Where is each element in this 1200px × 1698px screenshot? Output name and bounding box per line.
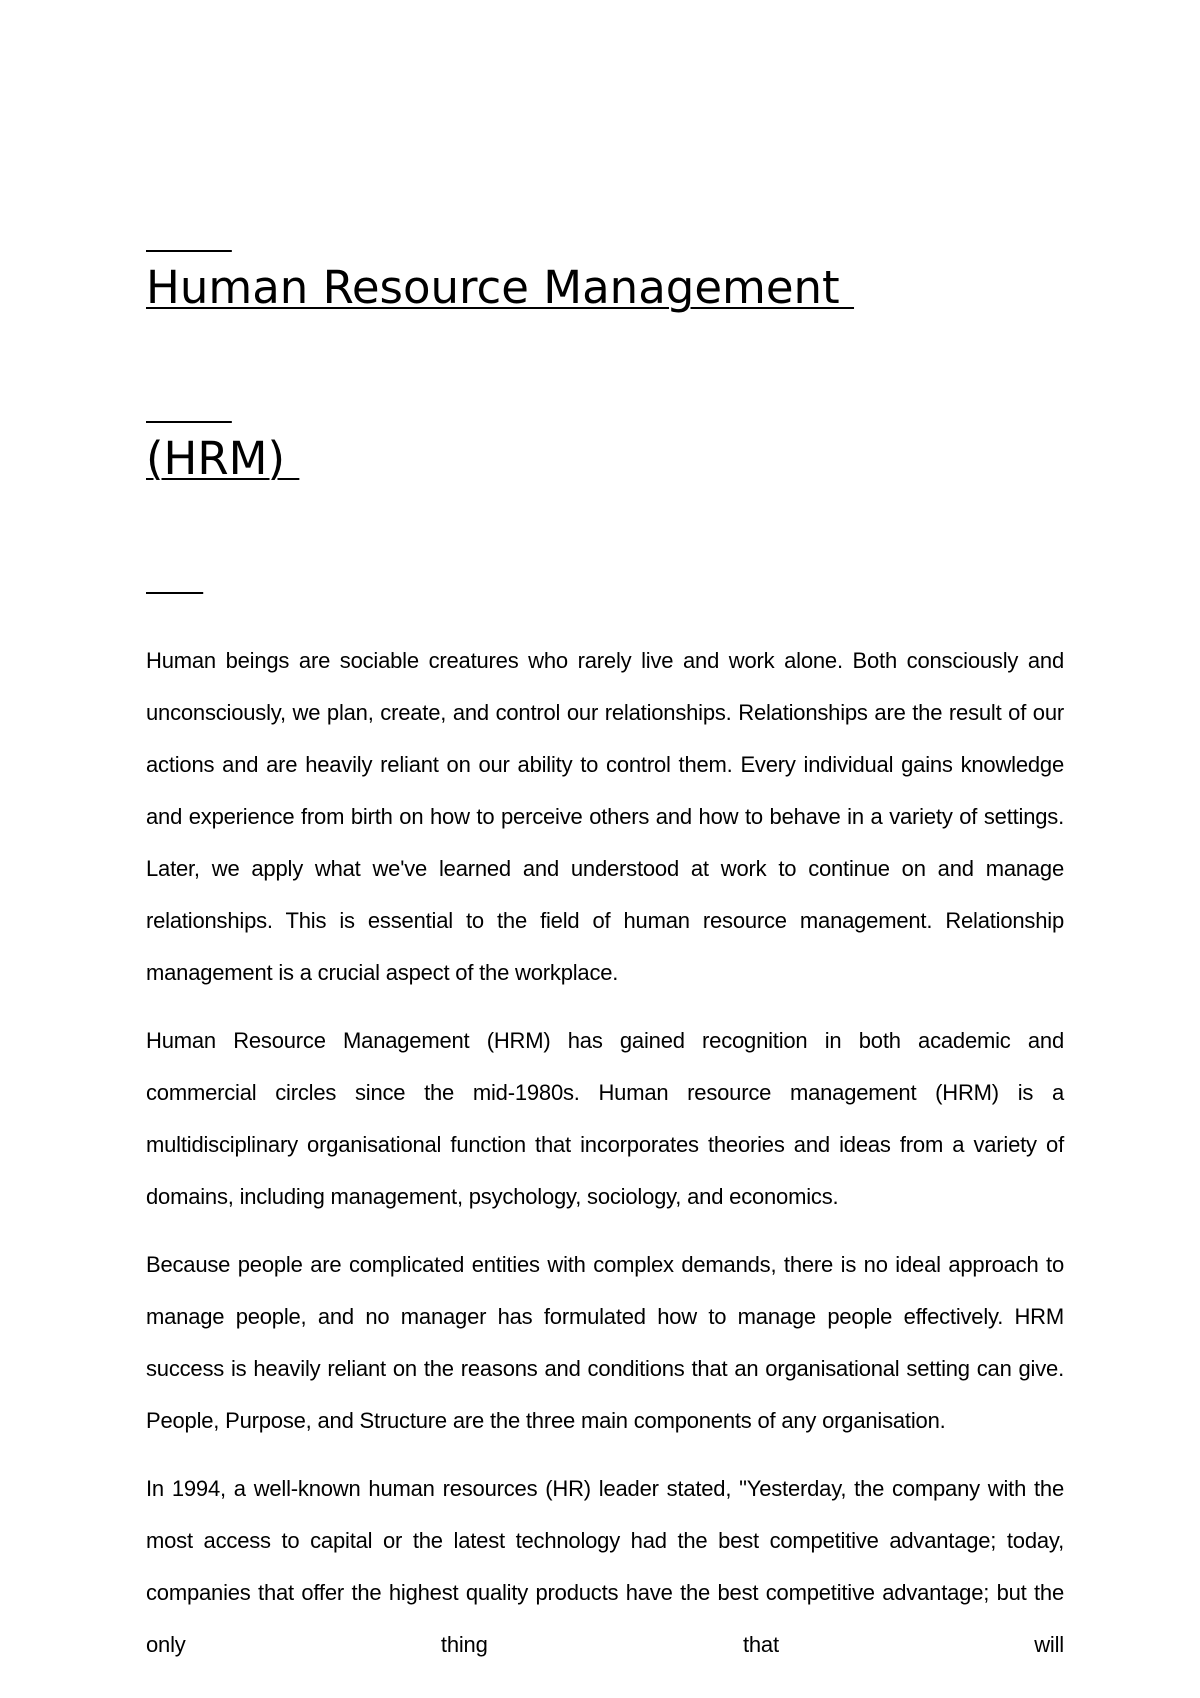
document-body <box>146 145 1064 1671</box>
page-title <box>146 145 1064 601</box>
title-line-1: Human Resource Management <box>146 261 855 314</box>
paragraph-hrm-recognition: Human Resource Management (HRM) has gained recognition in both academic and commercial circles since the mid-1980s. Human resource management (HRM) is a multidisciplinary organisational function that incorporates theories and ideas from a variety of domains, including management, psychology, sociology, and economics. <box>146 1028 1064 1209</box>
paragraph-hr-leader-quote: In 1994, a well-known human resources (HR) leader stated, "Yesterday, the company with the most access to capital or the latest technology had the best competitive advantage; today, companies that offer the highest quality products have the best competitive advantage; but the only thing that will <box>146 1476 1064 1657</box>
paragraph-managing-people: Because people are complicated entities with complex demands, there is no ideal approach to manage people, and no manager has formulated how to manage people effectively. HRM success is heavily reliant on the reasons and conditions that an organisational setting can give. People, Purpose, and Structure are the three main components of any organisation. <box>146 1252 1064 1433</box>
paragraph-relationships: Human beings are sociable creatures who rarely live and work alone. Both consciously and unconsciously, we plan, create, and control our relationships. Relationships are the result of our actions and are heavily reliant on our ability to control them. Every individual gains knowledge and experience from birth on how to perceive others and how to behave in a variety of settings. Later, we apply what we've learned and understood at work to continue on and manage relationships. This is essential to the field of human resource management. Relationship management is a crucial aspect of the workplace. <box>146 648 1064 985</box>
title-line-2: (HRM) <box>146 432 300 485</box>
